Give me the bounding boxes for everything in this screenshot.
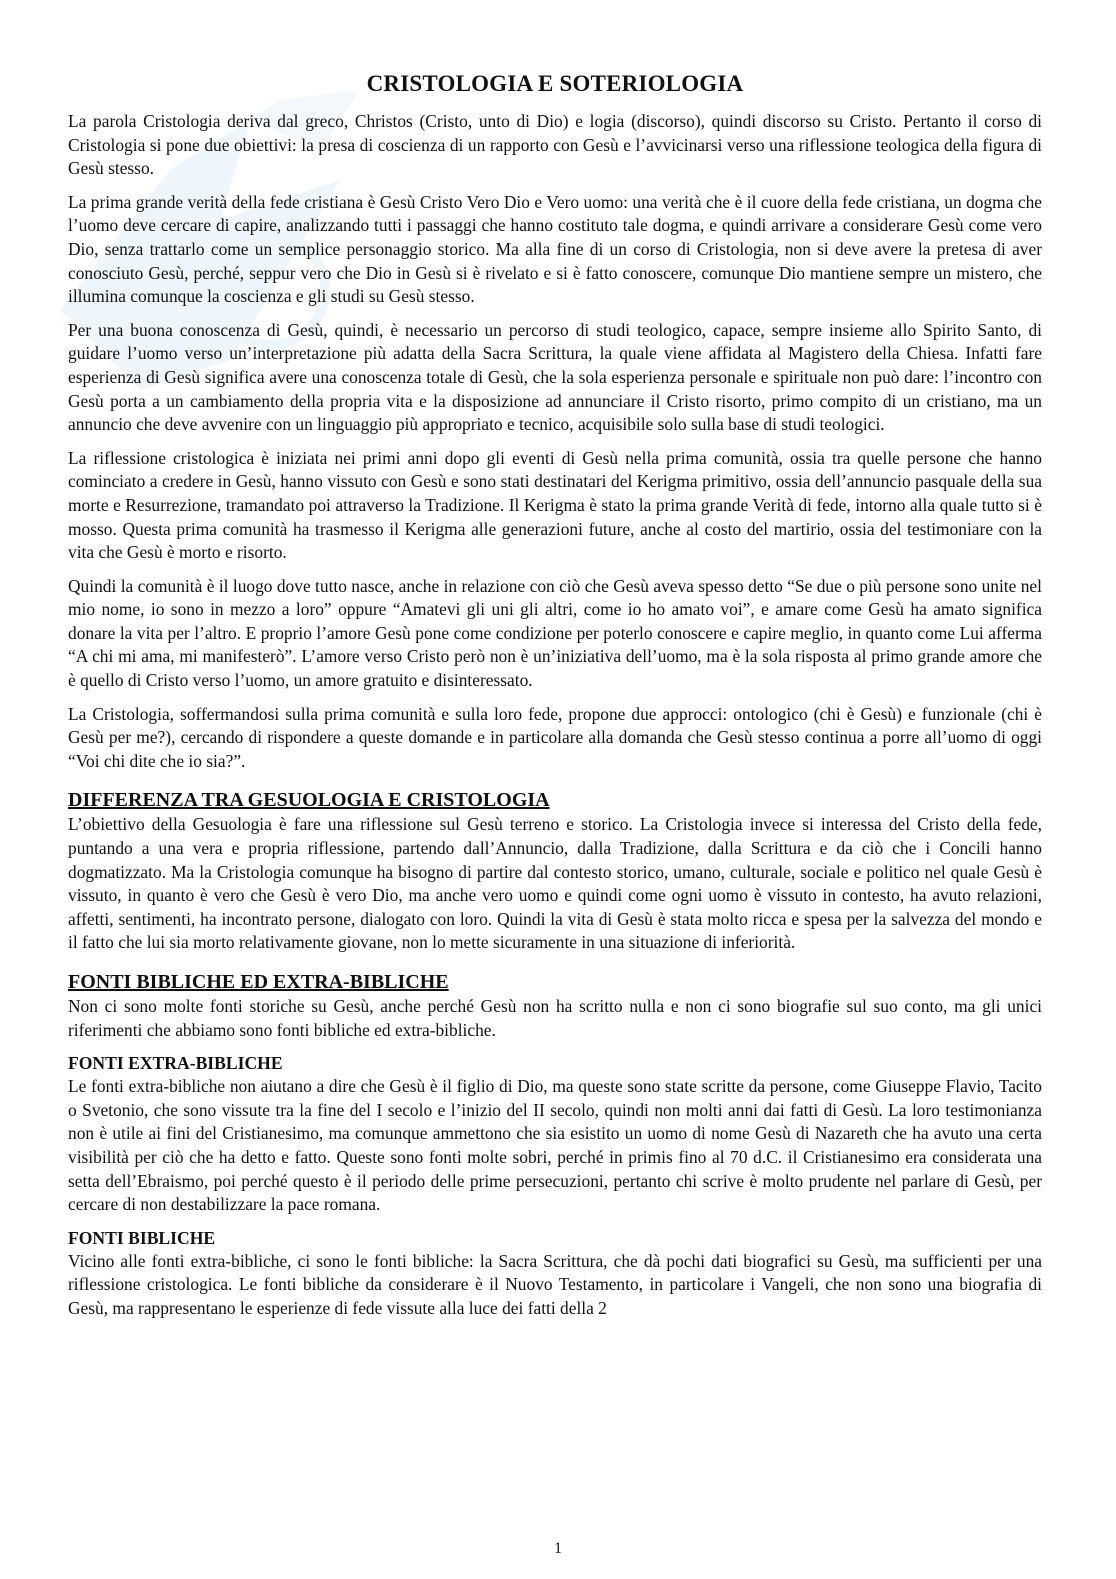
subheading-extra-bibliche: FONTI EXTRA-BIBLICHE: [68, 1053, 283, 1074]
page-title: CRISTOLOGIA E SOTERIOLOGIA: [366, 71, 744, 96]
intro-paragraph-6: La Cristologia, soffermandosi sulla prima comunità e sulla loro fede, propone due approcci: ontologico (chi è Gesù) e funzionale (chi è Gesù per me?), cercando di rispondere a queste domande e in particolare alla domanda che Gesù stesso continua a porre all’uomo di oggi “Voi chi dite che io sia?”.: [68, 703, 1042, 771]
page-number: 1: [554, 1540, 562, 1557]
subheading-bibliche: FONTI BIBLICHE: [68, 1227, 216, 1248]
section-text-fonti: Non ci sono molte fonti storiche su Gesù, anche perché Gesù non ha scritto nulla e non ci sono biografie sul suo conto, ma gli unici riferimenti che abbiamo sono fonti bibliche ed extra-bibliche.: [68, 996, 1042, 1040]
document-body: [68, 68, 1042, 1331]
subtext-extra-bibliche: Le fonti extra-bibliche non aiutano a dire che Gesù è il figlio di Dio, ma queste sono state scritte da persone, come Giuseppe Flavio, Tacito o Svetonio, che sono vissute tra la fine del I secolo e l’inizio del II secolo, quindi non molti anni dai fatti di Gesù. La loro testimonianza non è utile ai fini del Cristianesimo, ma comunque ammettono che sia esistito un uomo di nome Gesù di Nazareth che ha avuto una certa visibilità per ciò che ha detto e fatto. Queste sono fonti molte sobri, perché in primis fino al 70 d.C. il Cristianesimo era considerata una setta dell’Ebraismo, poi perché questo è il periodo delle prime persecuzioni, pertanto chi scrive è molto prudente nel parlare di Gesù, per cercare di non destabilizzare la pace romana.: [68, 1076, 1042, 1215]
section-heading-gesuologia: DIFFERENZA TRA GESUOLOGIA E CRISTOLOGIA: [68, 789, 550, 812]
section-text-gesuologia: L’obiettivo della Gesuologia è fare una riflessione sul Gesù terreno e storico. La Cristologia invece si interessa del Cristo della fede, puntando a una vera e propria riflessione, partendo dall’Annuncio, dalla Tradizione, dalla Scrittura e da ciò che i Concili hanno dogmatizzato. Ma la Cristologia comunque ha bisogno di partire dal contesto storico, umano, culturale, sociale e politico nel quale Gesù è vissuto, in quanto è vero che Gesù è vero Dio, ma anche vero uomo e quindi come ogni uomo è vissuto in contesto, ha avuto relazioni, affetti, sentimenti, ha incontrato persone, dialogato con loro. Quindi la vita di Gesù è stata molto ricca e spesa per la salvezza del mondo e il fatto che lui sia morto relativamente giovane, non lo mette sicuramente in una situazione di inferiorità.: [68, 814, 1042, 953]
section-heading-fonti: FONTI BIBLICHE ED EXTRA-BIBLICHE: [68, 971, 449, 993]
subtext-bibliche: Vicino alle fonti extra-bibliche, ci sono le fonti bibliche: la Sacra Scrittura, che dà pochi dati biografici su Gesù, ma sufficienti per una riflessione cristologica. Le fonti bibliche da considerare è il Nuovo Testamento, in particolare i Vangeli, che non sono una biografia di Gesù, ma rappresentano le esperienze di fede vissute alla luce dei fatti della 2: [68, 1250, 1042, 1318]
intro-paragraph-2: La prima grande verità della fede cristiana è Gesù Cristo Vero Dio e Vero uomo: una verità che è il cuore della fede cristiana, un dogma che l’uomo deve cercare di capire, analizzando tutti i passaggi che hanno costituto tale dogma, e quindi arrivare a considerare Gesù come vero Dio, senza trattarlo come un semplice personaggio storico. Ma alla fine di un corso di Cristologia, non si deve avere la pretesa di aver conosciuto Gesù, perché, seppur vero che Dio in Gesù si è rivelato e si è fatto conoscere, comunque Dio mantiene sempre un mistero, che illumina comunque la coscienza e gli studi su Gesù stesso.: [68, 191, 1042, 307]
intro-paragraph-5: Quindi la comunità è il luogo dove tutto nasce, anche in relazione con ciò che Gesù aveva spesso detto “Se due o più persone sono unite nel mio nome, io sono in mezzo a loro” oppure “Amatevi gli uni gli altri, come io ho amato voi”, e amare come Gesù ha amato significa donare la vita per l’altro. E proprio l’amore Gesù pone come condizione per poterlo conoscere e capire meglio, in quanto come Lui afferma “A chi mi ama, mi manifesterò”. L’amore verso Cristo però non è un’iniziativa dell’uomo, ma è la sola risposta al primo grande amore che è quello di Cristo verso l’uomo, un amore gratuito e disinteressato.: [68, 575, 1042, 691]
intro-paragraph-1: La parola Cristologia deriva dal greco, Christos (Cristo, unto di Dio) e logia (discorso), quindi discorso su Cristo. Pertanto il corso di Cristologia si pone due obiettivi: la presa di coscienza di un rapporto con Gesù e l’avvicinarsi verso una riflessione teologica della figura di Gesù stesso.: [68, 111, 1042, 179]
intro-paragraph-4: La riflessione cristologica è iniziata nei primi anni dopo gli eventi di Gesù nella prima comunità, ossia tra quelle persone che hanno cominciato a credere in Gesù, hanno vissuto con Gesù e sono stati destinatari del Kerigma primitivo, ossia dell’annuncio pasquale della sua morte e Resurrezione, tramandato poi attraverso la Tradizione. Il Kerigma è stato la prima grande Verità di fede, intorno alla quale tutto si è mosso. Questa prima comunità ha trasmesso il Kerigma alle generazioni future, anche al costo del martirio, ossia del testimoniare con la vita che Gesù è morto e risorto.: [68, 447, 1042, 563]
intro-paragraph-3: Per una buona conoscenza di Gesù, quindi, è necessario un percorso di studi teologico, capace, sempre insieme allo Spirito Santo, di guidare l’uomo verso un’interpretazione più adatta della Sacra Scrittura, la quale viene affidata al Magistero della Chiesa. Infatti fare esperienza di Gesù significa avere una conoscenza totale di Gesù, che la sola esperienza personale e spirituale non può dare: l’incontro con Gesù porta a un cambiamento della propria vita e la disposizione ad annunciare il Cristo risorto, primo compito di un cristiano, ma un annuncio che deve avvenire con un linguaggio più appropriato e tecnico, acquisibile solo sulla base di studi teologici.: [68, 319, 1042, 435]
